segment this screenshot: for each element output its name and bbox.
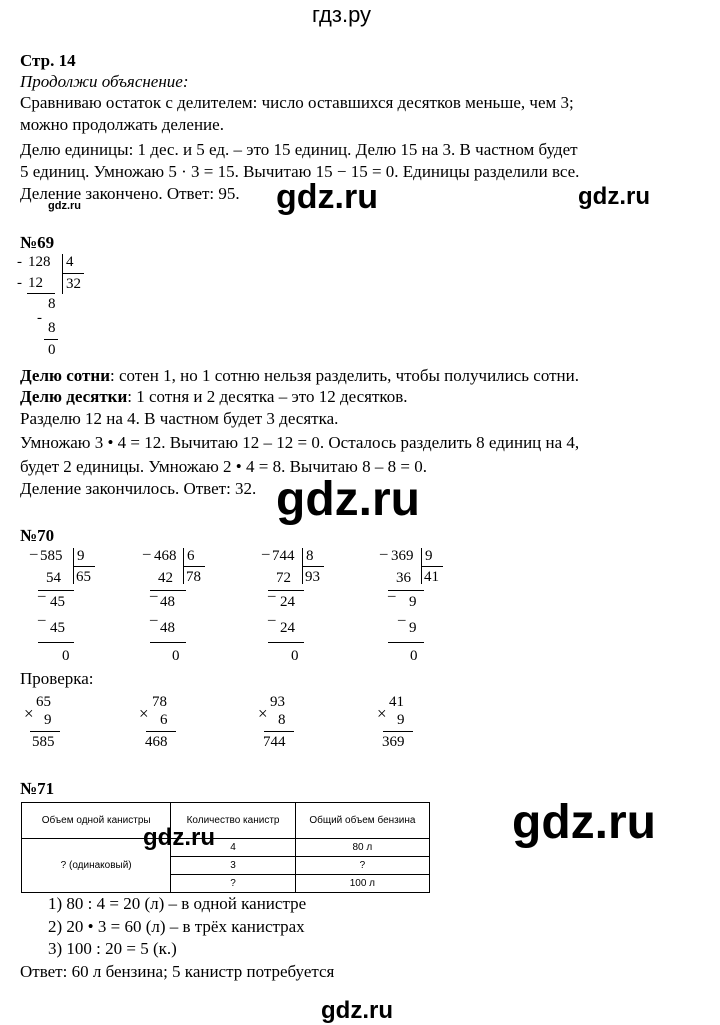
table-cell: ? (171, 875, 295, 893)
watermark: gdz.ru (276, 473, 420, 526)
subtitle: Продолжи объяснение: (20, 72, 189, 91)
page-title: Стр. 14 (20, 51, 76, 70)
result: 0 (291, 648, 299, 664)
canisters-table (21, 802, 430, 893)
explain-line: Делю сотни: сотен 1, но 1 сотню нельзя разделить, чтобы получились сотни. (20, 366, 579, 385)
minus-sign: - (37, 310, 42, 326)
divisor: 8 (306, 548, 314, 564)
check-label: Проверка: (20, 669, 94, 688)
watermark: gdz.ru (143, 824, 215, 851)
subtrahend: 42 (158, 570, 173, 586)
quotient: 78 (186, 569, 201, 585)
header-cell: Объем одной канистры (22, 803, 171, 839)
quotient: 41 (424, 569, 439, 585)
task-70-number: №70 (20, 526, 55, 545)
watermark: gdz.ru (512, 796, 656, 849)
table-cell: 3 (171, 857, 295, 875)
header-cell: Общий объем бензина (295, 803, 429, 839)
divisor: 9 (77, 548, 85, 564)
remainder: 48 (160, 594, 175, 610)
divisor: 6 (187, 548, 195, 564)
watermark: gdz.ru (578, 183, 650, 210)
subtrahend: 9 (409, 620, 417, 636)
minus-sign: - (17, 254, 22, 270)
minus-sign: - (17, 275, 22, 291)
table-cell: 4 (171, 839, 295, 857)
watermark: gdz.ru (276, 178, 378, 216)
solution-step: 2) 20 • 3 = 60 (л) – в трёх канистрах (48, 917, 305, 936)
divisor: 4 (66, 254, 74, 270)
dividend: 128 (28, 254, 51, 270)
quotient: 32 (66, 276, 81, 292)
remainder: 8 (48, 296, 56, 312)
explain-line: будет 2 единицы. Умножаю 2 • 4 = 8. Вычитаю 8 – 8 = 0. (20, 457, 427, 476)
answer-line: Ответ: 60 л бензина; 5 канистр потребуется (20, 962, 335, 981)
table-cell: 100 л (295, 875, 429, 893)
remainder: 9 (409, 594, 417, 610)
quotient: 93 (305, 569, 320, 585)
dividend: 369 (391, 548, 414, 564)
watermark: gdz.ru (48, 200, 81, 212)
intro-line: можно продолжать деление. (20, 115, 224, 134)
subtrahend: 45 (50, 620, 65, 636)
table-cell: ? (295, 857, 429, 875)
subtrahend: 36 (396, 570, 411, 586)
subtrahend: 12 (28, 275, 43, 291)
intro-line: Деление закончено. Ответ: 95. (20, 184, 240, 203)
dividend: 744 (272, 548, 295, 564)
result: 0 (410, 648, 418, 664)
quotient: 65 (76, 569, 91, 585)
solution-step: 1) 80 : 4 = 20 (л) – в одной канистре (48, 894, 307, 913)
divisor: 9 (425, 548, 433, 564)
task-69-number: №69 (20, 233, 55, 252)
dividend: 585 (40, 548, 63, 564)
explain-line: Деление закончилось. Ответ: 32. (20, 479, 257, 498)
explain-line: Умножаю 3 • 4 = 12. Вычитаю 12 – 12 = 0. Осталось разделить 8 единиц на 4, (20, 433, 580, 452)
dividend: 468 (154, 548, 177, 564)
result: 0 (172, 648, 180, 664)
subtrahend: 24 (280, 620, 295, 636)
result: 0 (48, 342, 56, 358)
intro-line: 5 единиц. Умножаю 5 · 3 = 15. Вычитаю 15 − 15 = 0. Единицы разделили все. (20, 162, 580, 181)
subtrahend: 72 (276, 570, 291, 586)
subtrahend: 48 (160, 620, 175, 636)
result: 0 (62, 648, 70, 664)
watermark: gdz.ru (321, 997, 393, 1024)
header-cell: Количество канистр (171, 803, 295, 839)
subtrahend: 8 (48, 320, 56, 336)
site-header: гдз.ру (312, 2, 372, 27)
table-cell: ? (одинаковый) (22, 839, 171, 893)
solution-step: 3) 100 : 20 = 5 (к.) (48, 939, 177, 958)
table-cell: 80 л (295, 839, 429, 857)
explain-line: Делю десятки: 1 сотня и 2 десятка – это 12 десятков. (20, 387, 408, 406)
intro-line: Делю единицы: 1 дес. и 5 ед. – это 15 единиц. Делю 15 на 3. В частном будет (20, 140, 578, 159)
explain-line: Разделю 12 на 4. В частном будет 3 десятка. (20, 409, 339, 428)
subtrahend: 54 (46, 570, 61, 586)
remainder: 45 (50, 594, 65, 610)
remainder: 24 (280, 594, 295, 610)
intro-line: Сравниваю остаток с делителем: число оставшихся десятков меньше, чем 3; (20, 93, 574, 112)
task-71-number: №71 (20, 779, 55, 798)
